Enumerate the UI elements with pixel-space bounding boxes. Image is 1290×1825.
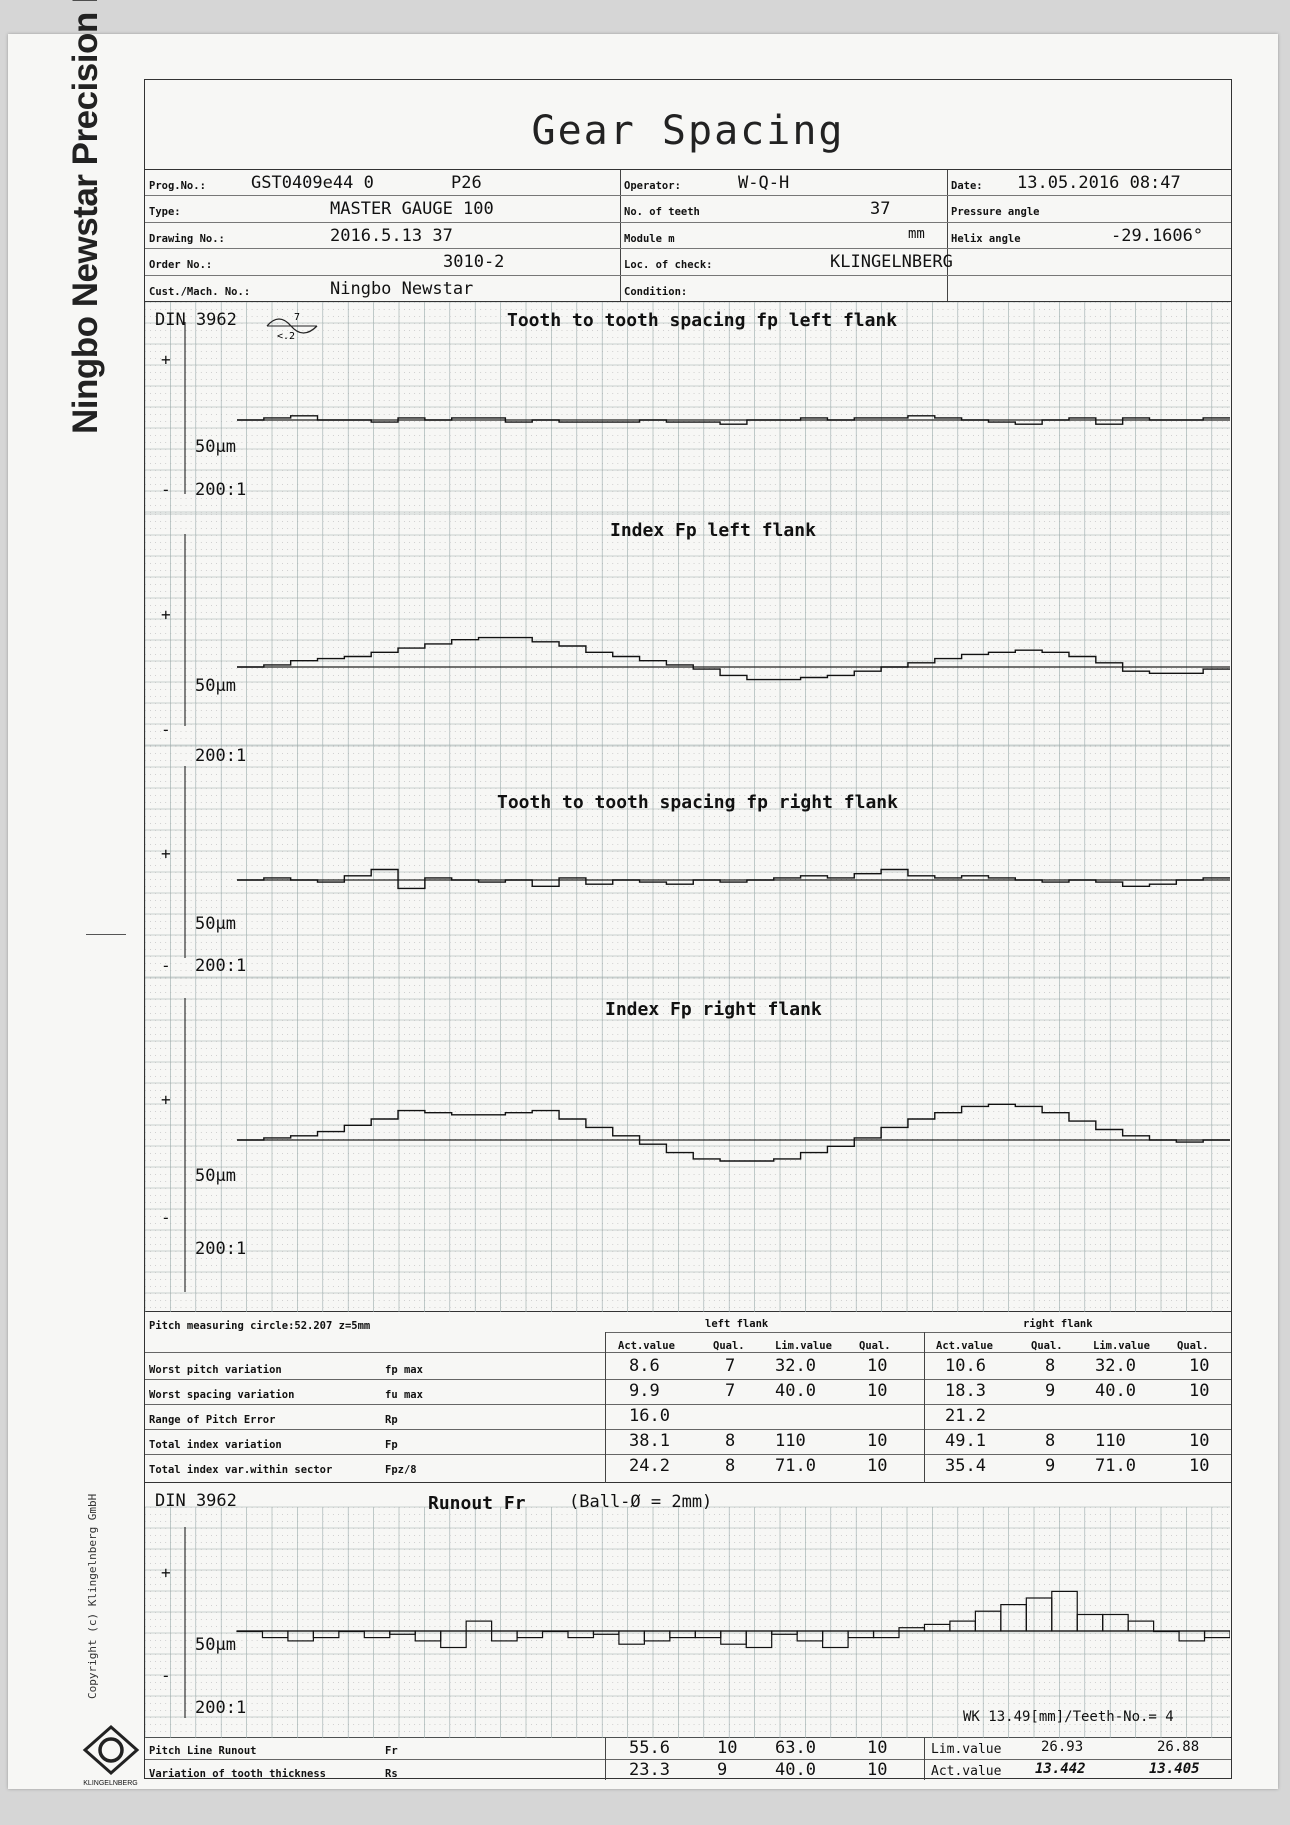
runout-minus: - (161, 1666, 171, 1685)
runout-ball: (Ball-Ø = 2mm) (569, 1492, 712, 1512)
fp-left-scale-ratio: 200:1 (195, 480, 246, 500)
din-symbol-icon (263, 310, 321, 342)
module-unit: mm (908, 226, 925, 242)
result-r-act-1: 10.6 (945, 1356, 986, 1376)
runout-bar-2 (262, 1631, 287, 1638)
order-no-value: 3010-2 (443, 252, 504, 272)
result-l-q-4: 8 (725, 1431, 735, 1451)
result-l-lim-1: 32.0 (775, 1356, 816, 1376)
runout-bar-17 (644, 1631, 669, 1641)
result-l-q-5: 8 (725, 1456, 735, 1476)
result-l-act-1: 8.6 (629, 1356, 660, 1376)
result-sym-4: Fp (385, 1439, 398, 1451)
left-lim-header: Lim.value (775, 1340, 832, 1352)
result-r-q-2: 9 (1045, 1381, 1055, 1401)
result-sym-2: fu max (385, 1389, 423, 1401)
operator-value: W-Q-H (738, 173, 789, 193)
lim-2: 26.88 (1157, 1739, 1199, 1755)
runout-bar-39 (1205, 1631, 1230, 1638)
klingelnberg-logo (78, 1724, 143, 1787)
result-label-5: Total index var.within sector (149, 1464, 332, 1476)
report-page (8, 34, 1278, 1789)
act-1: 13.442 (1035, 1761, 1086, 1777)
runout-din-label: DIN 3962 (155, 1491, 237, 1511)
fp-left-scale-um: 50µm (195, 437, 236, 457)
result-r-act-3: 21.2 (945, 1406, 986, 1426)
runout-bar-31 (1001, 1605, 1026, 1631)
runout-bar-29 (950, 1621, 975, 1631)
runout-bar-34 (1077, 1615, 1102, 1632)
type-value: MASTER GAUGE 100 (330, 199, 494, 219)
Fp-left-scale-ratio: 200:1 (195, 746, 246, 766)
spacing-charts (145, 302, 1231, 1312)
thick-row-label: Variation of tooth thickness (149, 1768, 326, 1780)
left-qual-header: Qual. (713, 1340, 745, 1352)
Fp-left-series-1 (237, 638, 1230, 680)
result-r-lim-2: 40.0 (1095, 1381, 1136, 1401)
drawing-no-label: Drawing No.: (149, 233, 225, 245)
result-r-lq-1: 10 (1189, 1356, 1209, 1376)
result-r-act-2: 18.3 (945, 1381, 986, 1401)
runout-bar-35 (1103, 1615, 1128, 1632)
runout-bar-32 (1026, 1598, 1051, 1631)
result-l-lim-5: 71.0 (775, 1456, 816, 1476)
right-flank-header: right flank (1023, 1318, 1093, 1330)
result-label-4: Total index variation (149, 1439, 282, 1451)
result-r-q-1: 8 (1045, 1356, 1055, 1376)
result-label-3: Range of Pitch Error (149, 1414, 275, 1426)
act-2: 13.405 (1149, 1761, 1200, 1777)
runout-bar-38 (1179, 1631, 1204, 1641)
left-act-header: Act.value (618, 1340, 675, 1352)
right-qual-header: Qual. (1031, 1340, 1063, 1352)
runout-bar-12 (517, 1631, 542, 1638)
runout-bar-23 (797, 1631, 822, 1641)
header-block (145, 170, 1231, 302)
Fp-left-scale-um: 50µm (195, 676, 236, 696)
module-label: Module m (624, 233, 675, 245)
fp-right-scale-um: 50µm (195, 914, 236, 934)
fp-left-minus: - (161, 480, 171, 499)
result-l-lim-4: 110 (775, 1431, 806, 1451)
type-label: Type: (149, 206, 181, 218)
result-l-lq-5: 10 (867, 1456, 887, 1476)
result-r-act-4: 49.1 (945, 1431, 986, 1451)
runout-bar-33 (1052, 1591, 1077, 1631)
result-sym-5: Fpz/8 (385, 1464, 417, 1476)
condition-label: Condition: (624, 286, 687, 298)
left-lq-header: Qual. (859, 1340, 891, 1352)
date-label: Date: (951, 180, 983, 192)
fp-right-minus: - (161, 956, 171, 975)
pressure-label: Pressure angle (951, 206, 1040, 218)
right-act-header: Act.value (936, 1340, 993, 1352)
runout-bar-22 (772, 1631, 797, 1634)
Fp-left-plus: + (161, 605, 171, 624)
fp-right-plus: + (161, 844, 171, 863)
result-l-lq-1: 10 (867, 1356, 887, 1376)
runout-bar-27 (899, 1628, 924, 1631)
order-no-label: Order No.: (149, 259, 212, 271)
logo-icon (81, 1724, 141, 1776)
drawing-no-value: 2016.5.13 37 (330, 226, 453, 246)
runout-chart-svg (145, 1483, 1230, 1738)
runout-bar-14 (568, 1631, 593, 1638)
runout-bar-13 (543, 1631, 568, 1632)
Fp-right-plus: + (161, 1090, 171, 1109)
runout-bar-25 (848, 1631, 873, 1638)
result-sym-3: Rp (385, 1414, 398, 1426)
fp-right-title: Tooth to tooth spacing fp right flank (497, 792, 898, 813)
runout-bar-30 (975, 1611, 1000, 1631)
runout-bar-37 (1154, 1631, 1179, 1632)
Fp-right-minus: - (161, 1208, 171, 1227)
prog-no-suffix: P26 (451, 173, 482, 193)
runout-bar-4 (313, 1631, 338, 1638)
runout-bar-1 (237, 1631, 262, 1632)
runout-row-lim: 63.0 (775, 1738, 816, 1758)
Fp-right-series-3 (237, 1104, 1230, 1161)
result-r-q-5: 9 (1045, 1456, 1055, 1476)
act-label: Act.value (931, 1764, 1001, 1779)
runout-scale-um: 50µm (195, 1635, 236, 1655)
result-r-act-5: 35.4 (945, 1456, 986, 1476)
runout-title: Runout Fr (428, 1493, 526, 1514)
result-l-act-2: 9.9 (629, 1381, 660, 1401)
results-table (145, 1312, 1231, 1483)
cust-label: Cust./Mach. No.: (149, 286, 250, 298)
runout-bar-6 (364, 1631, 389, 1638)
runout-bar-5 (339, 1631, 364, 1632)
pitch-circle: Pitch measuring circle:52.207 z=5mm (149, 1320, 370, 1332)
fp-left-title: Tooth to tooth spacing fp left flank (507, 310, 897, 331)
header-col-3 (947, 170, 1231, 301)
result-r-lim-4: 110 (1095, 1431, 1126, 1451)
Fp-left-title: Index Fp left flank (610, 520, 816, 541)
result-r-lq-5: 10 (1189, 1456, 1209, 1476)
runout-row-q: 10 (717, 1738, 737, 1758)
thick-row-q: 9 (717, 1760, 727, 1780)
operator-label: Operator: (624, 180, 681, 192)
result-label-1: Worst pitch variation (149, 1364, 282, 1376)
runout-row-label: Pitch Line Runout (149, 1745, 256, 1757)
fp-right-series-2 (237, 870, 1230, 889)
runout-bar-8 (415, 1631, 440, 1641)
thick-row-lq: 10 (867, 1760, 887, 1780)
result-r-lim-1: 32.0 (1095, 1356, 1136, 1376)
page-title: Gear Spacing (145, 80, 1231, 170)
runout-bar-26 (874, 1631, 899, 1638)
helix-value: -29.1606° (1111, 226, 1203, 246)
runout-plus: + (161, 1563, 171, 1582)
runout-bar-18 (670, 1631, 695, 1638)
lim-1: 26.93 (1041, 1739, 1083, 1755)
result-l-act-3: 16.0 (629, 1406, 670, 1426)
Fp-right-grid (145, 978, 1230, 1312)
runout-row-act: 55.6 (629, 1738, 670, 1758)
header-col-1 (145, 170, 620, 301)
result-l-lq-2: 10 (867, 1381, 887, 1401)
result-sym-1: fp max (385, 1364, 423, 1376)
runout-bar-10 (466, 1621, 491, 1631)
Fp-right-scale-um: 50µm (195, 1166, 236, 1186)
loc-label: Loc. of check: (624, 259, 713, 271)
Fp-right-scale-ratio: 200:1 (195, 1239, 246, 1259)
result-r-q-4: 8 (1045, 1431, 1055, 1451)
header-col-2 (620, 170, 947, 301)
prog-no-value: GST0409e44 0 (251, 173, 374, 193)
result-r-lim-5: 71.0 (1095, 1456, 1136, 1476)
runout-grid (145, 1507, 1230, 1738)
thick-row-lim: 40.0 (775, 1760, 816, 1780)
thick-row-act: 23.3 (629, 1760, 670, 1780)
margin-mark (86, 934, 126, 935)
teeth-value: 37 (870, 199, 890, 219)
logo-text: KLINGELNBERG (78, 1780, 143, 1787)
cust-value: Ningbo Newstar (330, 279, 473, 299)
runout-row-sym: Fr (385, 1745, 398, 1757)
runout-scale-ratio: 200:1 (195, 1698, 246, 1718)
Fp-right-title: Index Fp right flank (605, 999, 822, 1020)
result-l-lq-4: 10 (867, 1431, 887, 1451)
helix-label: Helix angle (951, 233, 1021, 245)
runout-bar-19 (695, 1631, 720, 1638)
date-value: 13.05.2016 08:47 (1017, 173, 1181, 193)
result-l-q-2: 7 (725, 1381, 735, 1401)
right-lq-header: Qual. (1177, 1340, 1209, 1352)
result-l-q-1: 7 (725, 1356, 735, 1376)
runout-row-lq: 10 (867, 1738, 887, 1758)
prog-no-label: Prog.No.: (149, 180, 206, 192)
result-l-lim-2: 40.0 (775, 1381, 816, 1401)
result-label-2: Worst spacing variation (149, 1389, 294, 1401)
runout-bar-11 (492, 1631, 517, 1641)
runout-bar-9 (441, 1631, 466, 1648)
teeth-label: No. of teeth (624, 206, 700, 218)
runout-bar-7 (390, 1631, 415, 1634)
lim-label: Lim.value (931, 1742, 1001, 1757)
report-frame (144, 79, 1232, 1779)
right-lim-header: Lim.value (1093, 1340, 1150, 1352)
company-vertical-title: Ningbo Newstar Precision Machine (66, 0, 106, 434)
result-r-lq-2: 10 (1189, 1381, 1209, 1401)
copyright-text: Copyright (c) Klingelnberg GmbH (86, 1494, 99, 1699)
Fp-left-minus: - (161, 720, 171, 739)
footer-table (145, 1738, 1231, 1780)
wk-value: WK 13.49[mm]/Teeth-No.= 4 (963, 1709, 1174, 1725)
din-label: DIN 3962 (155, 310, 237, 330)
fp-right-grid (145, 746, 1230, 978)
fp-left-plus: + (161, 350, 171, 369)
runout-bar-28 (924, 1624, 949, 1631)
thick-row-sym: Rs (385, 1768, 398, 1780)
result-l-act-5: 24.2 (629, 1456, 670, 1476)
fp-right-scale-ratio: 200:1 (195, 956, 246, 976)
loc-value: KLINGELNBERG (830, 252, 953, 272)
runout-bar-15 (593, 1631, 618, 1634)
runout-bar-3 (288, 1631, 313, 1641)
runout-chart (145, 1483, 1231, 1738)
left-flank-header: left flank (705, 1318, 768, 1330)
Fp-left-grid (145, 514, 1230, 746)
result-r-lq-4: 10 (1189, 1431, 1209, 1451)
result-l-act-4: 38.1 (629, 1431, 670, 1451)
